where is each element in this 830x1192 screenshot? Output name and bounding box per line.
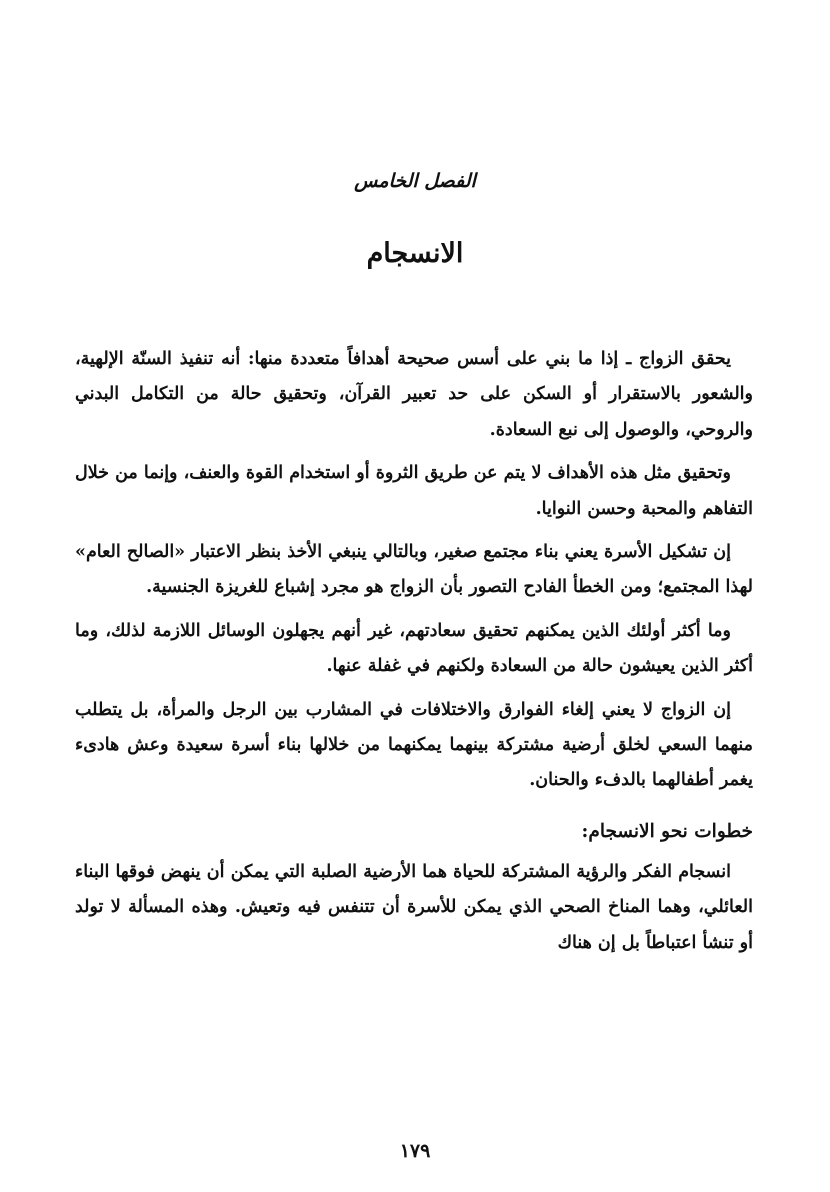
- paragraph-5: إن الزواج لا يعني إلغاء الفوارق والاختلافات في المشارب بين الرجل والمرأة، بل يتطلب منهما السعي لخلق أرضية مشتركة بينهما يمكنهما من خلالها بناء أسرة سعيدة وعش هادىء يغمر أطفالهما بالدفء والحنان.: [75, 699, 753, 791]
- paragraph-1: يحقق الزواج ـ إذا ما بني على أسس صحيحة أهدافاً متعددة منها: أنه تنفيذ السنّة الإلهية، والشعور بالاستقرار أو السكن على حد تعبير القرآن، وتحقيق حالة من التكامل البدني والروحي، والوصول إلى نبع السعادة.: [75, 349, 753, 440]
- paragraph-3: إن تشكيل الأسرة يعني بناء مجتمع صغير، وبالتالي ينبغي الأخذ بنظر الاعتبار «الصالح العام» لهذا المجتمع؛ ومن الخطأ الفادح التصور بأن الزواج هو مجرد إشباع للغريزة الجنسية.: [75, 542, 753, 598]
- chapter-title: الانسجام: [366, 238, 464, 269]
- page-number: ١٧٩: [399, 1140, 431, 1162]
- section-heading: خطوات نحو الانسجام:: [581, 820, 753, 842]
- paragraph-4: وما أكثر أولئك الذين يمكنهم تحقيق سعادتهم، غير أنهم يجهلون الوسائل اللازمة لذلك، وما أكثر الذين يعيشون حالة من السعادة ولكنهم في غفلة عنها.: [75, 620, 753, 677]
- paragraph-2: وتحقيق مثل هذه الأهداف لا يتم عن طريق الثروة أو استخدام القوة والعنف، وإنما من خلال التفاهم والمحبة وحسن النوايا.: [75, 463, 753, 519]
- chapter-label: الفصل الخامس: [354, 170, 476, 192]
- body-text: [75, 342, 753, 969]
- section-paragraph: انسجام الفكر والرؤية المشتركة للحياة هما الأرضية الصلبة التي يمكن أن ينهض فوقها البناء العائلي، وهما المناخ الصحي الذي يمكن للأسرة أن تتنفس فيه وتعيش. وهذه المسألة لا تولد أو تنشأ اعتباطاً بل إن هناك: [75, 861, 753, 953]
